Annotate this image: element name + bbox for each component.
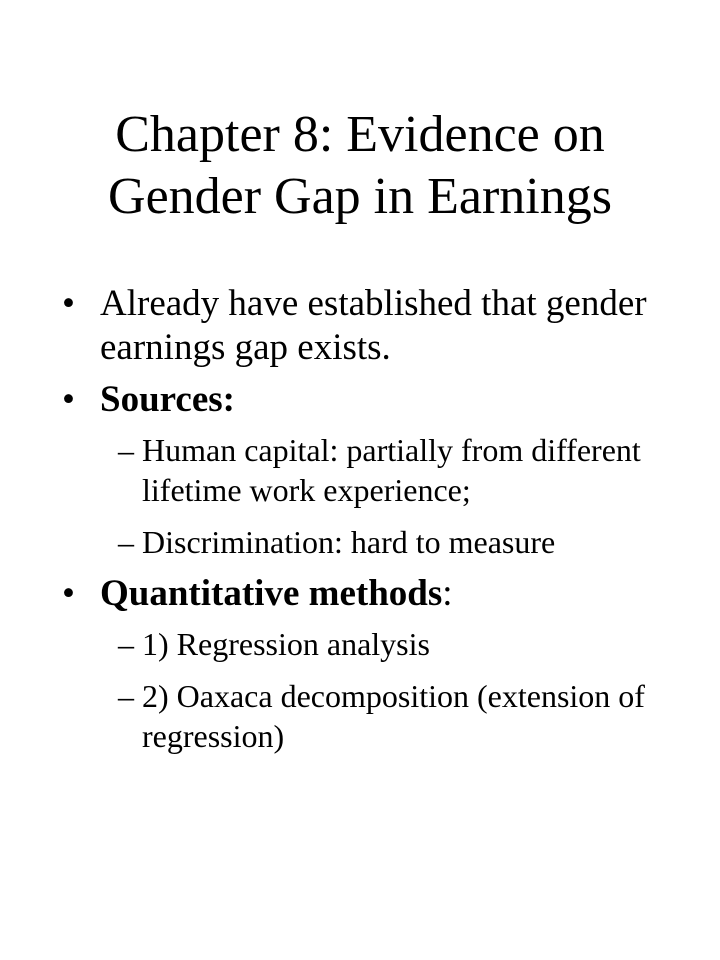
sub-bullet-text: 2) Oaxaca decomposition (extension of regression) [142,678,645,754]
dash-icon: – [118,524,134,560]
sub-bullet-item [62,430,692,510]
bullet-text: Sources: [100,379,235,420]
bullet-icon: • [62,379,75,420]
bullet-text: Already have established that gender earnings gap exists. [100,283,647,368]
title-line-1: Chapter 8: Evidence on [115,106,605,163]
dash-icon: – [118,678,134,714]
slide-body [62,282,692,768]
bullet-item [62,572,692,616]
title-line-2: Gender Gap in Earnings [108,168,612,225]
sub-bullet-text: Human capital: partially from different lifetime work experience; [142,432,641,508]
bullet-item [62,282,692,370]
sub-bullet-item [62,676,692,756]
sub-bullet-text: Discrimination: hard to measure [142,524,556,560]
sub-bullet-item [62,624,692,664]
bullet-item [62,378,692,422]
bullet-suffix: : [442,573,453,614]
bullet-icon: • [62,283,75,324]
dash-icon: – [118,626,134,662]
slide-title [40,104,680,228]
bullet-icon: • [62,573,75,614]
bullet-text: Quantitative methods [100,573,443,614]
sub-bullet-text: 1) Regression analysis [142,626,430,662]
dash-icon: – [118,432,134,468]
sub-bullet-item [62,522,692,562]
